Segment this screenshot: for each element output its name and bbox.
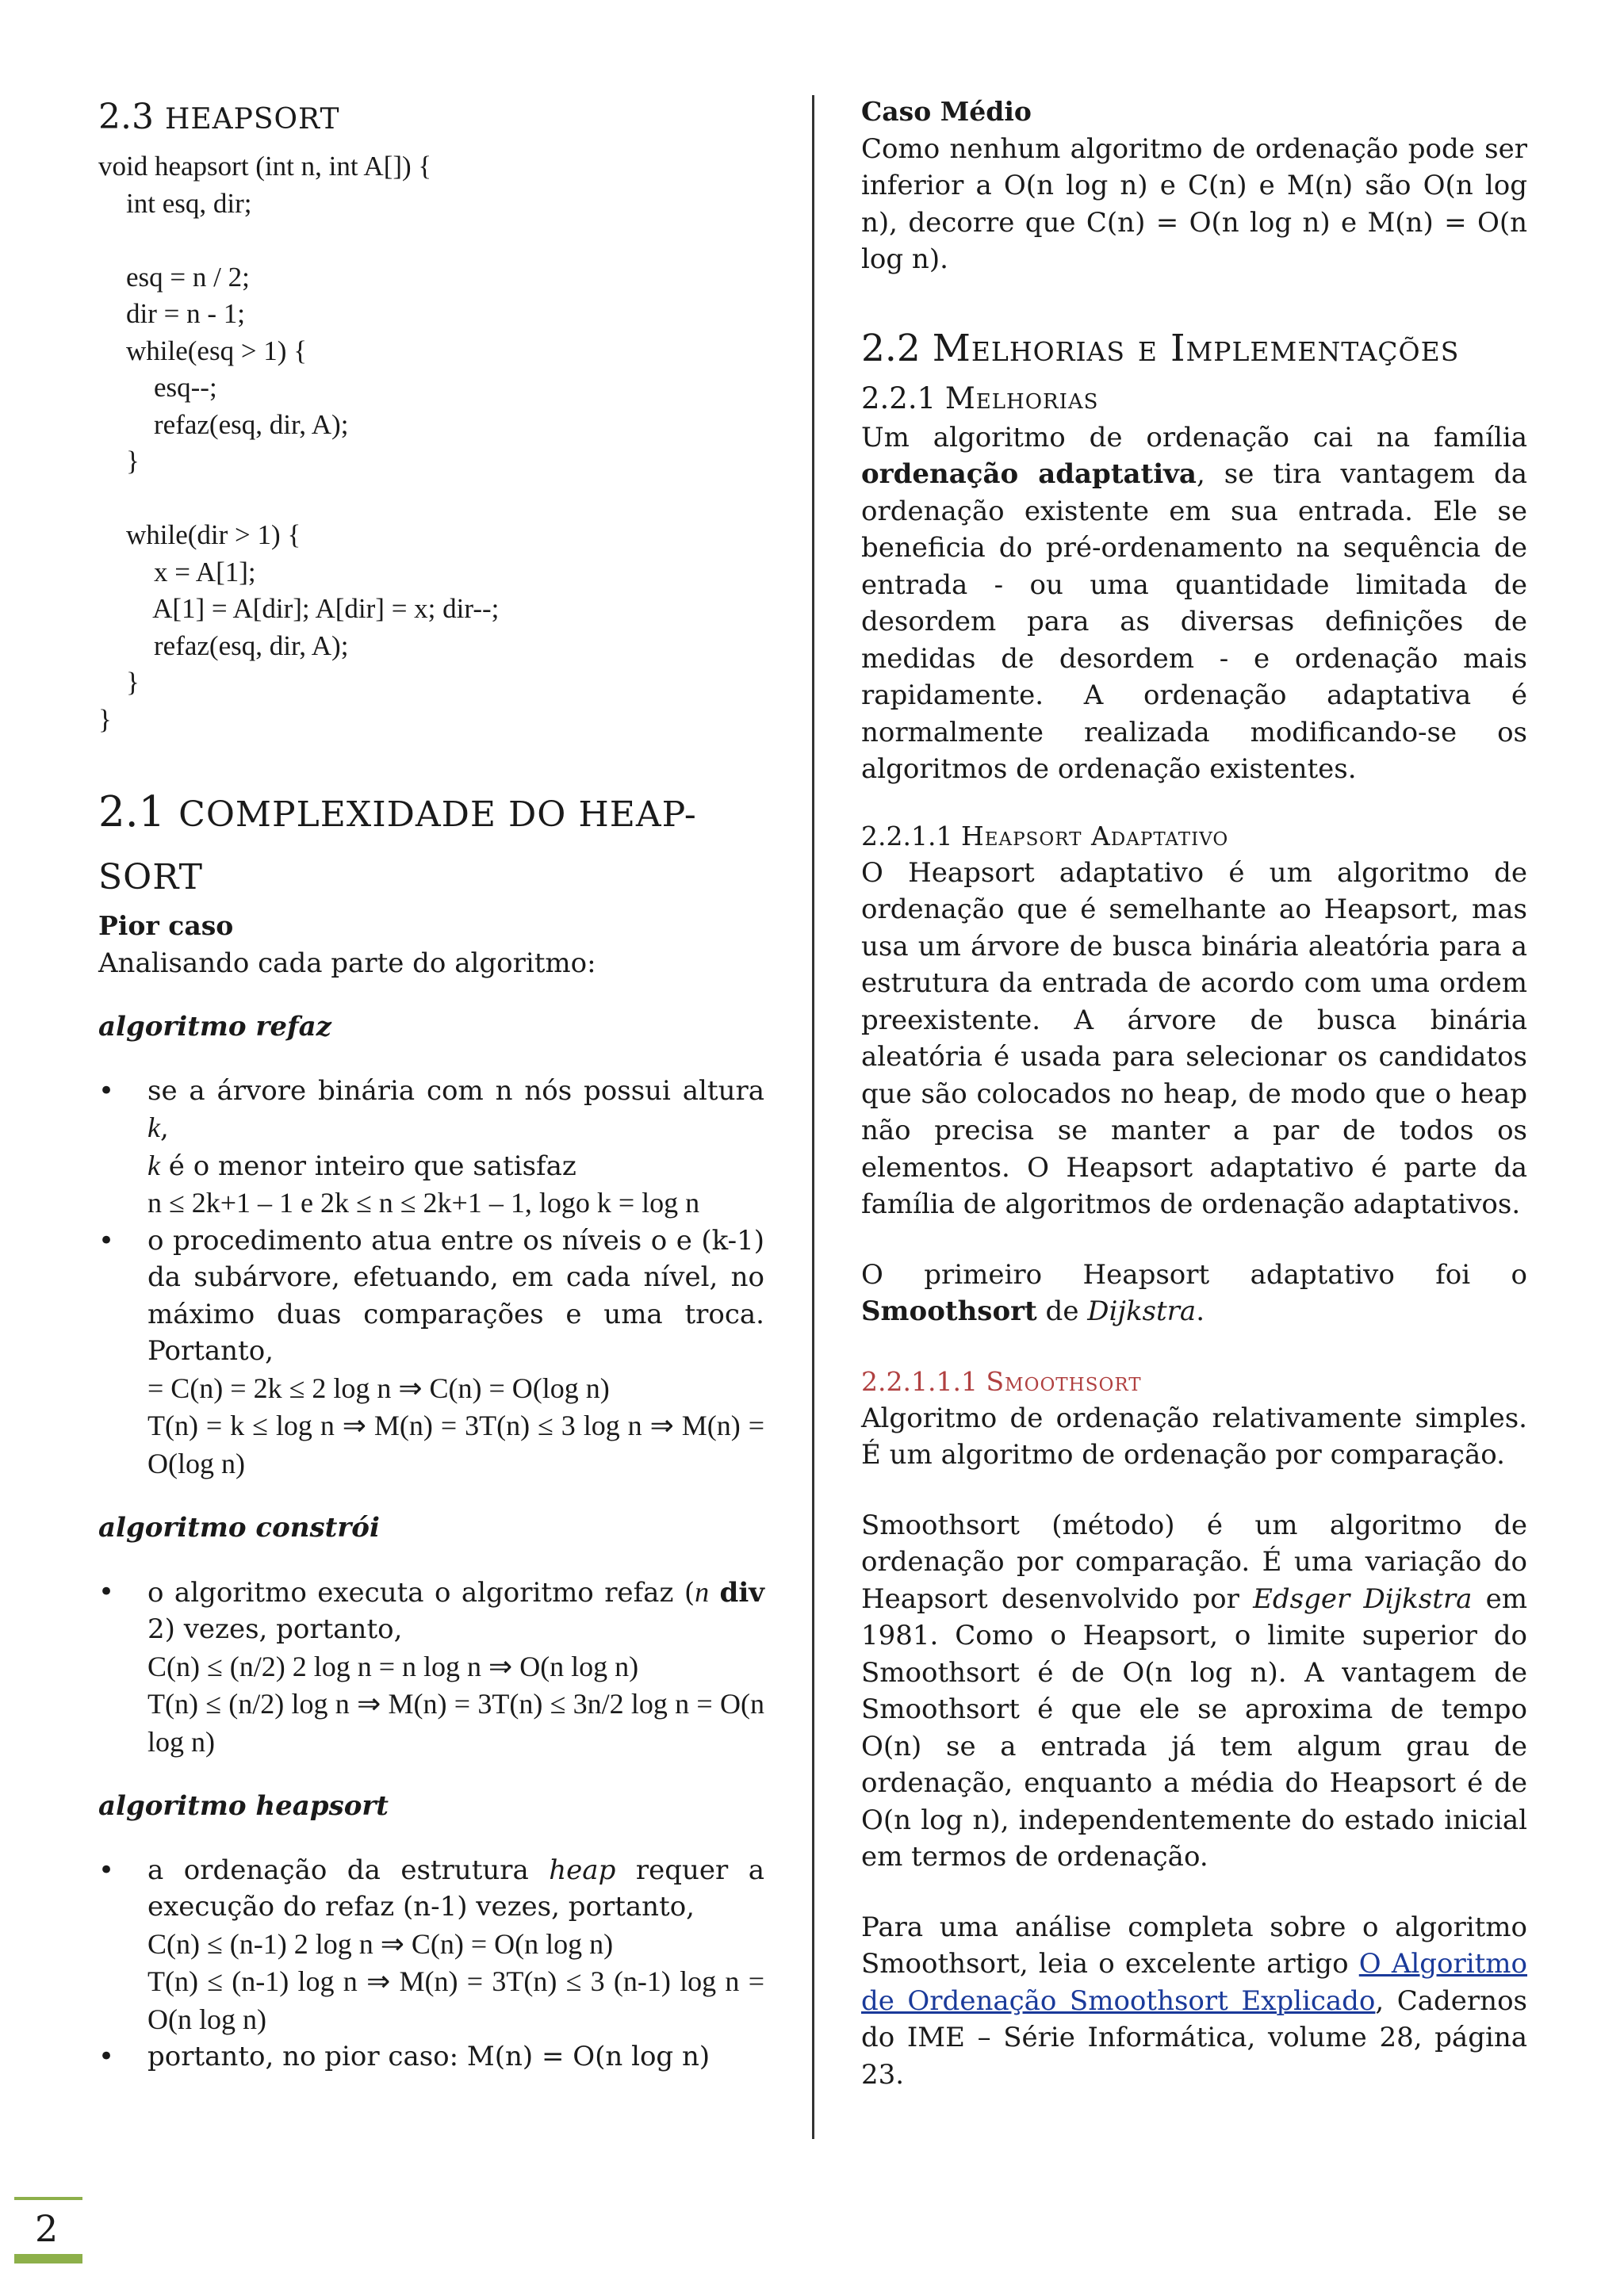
first-adaptive-text: O primeiro Heapsort adaptativo foi o Smoothsort de Dijkstra. xyxy=(861,1258,1527,1327)
code-line: } xyxy=(98,667,140,698)
smoothsort-paragraph-2: Smoothsort (método) é um algoritmo de ordenação por comparação. É uma variação do Heapsort desenvolvido por Edsger Dijkstra em 1981. Como o Heapsort, o limite superior do Smoothsort é de O(n log n). A vantagem de Smoothsort é que ele se aproxima de tempo O(n) se a entrada já tem algum grau de ordenação, enquanto a média do Heapsort é de O(n log n), independentemente do estado inicial em termos de ordenação. xyxy=(861,1509,1527,1873)
heapsort-list xyxy=(98,1852,764,2076)
code-line: A[1] = A[dir]; A[dir] = x; dir--; xyxy=(98,593,500,624)
code-line: refaz(esq, dir, A); xyxy=(98,408,349,440)
code-line: refaz(esq, dir, A); xyxy=(98,629,349,661)
page-number-bar-top xyxy=(14,2197,82,2200)
code-line: while(dir > 1) { xyxy=(98,519,301,550)
list-item: • a ordenação da estrutura heap requer a execução do refaz (n-1) vezes, portanto, C(n) ≤ (n-1) 2 log n ⇒ C(n) = O(n log n) T(n) ≤ (n-1) log n ⇒ M(n) = 3T(n) ≤ 3 (n-1) log n = O(n log n) xyxy=(98,1854,764,2035)
average-case-text: Como nenhum algoritmo de ordenação pode ser inferior a O(n log n) e C(n) e M(n) são O(n log n), decorre que C(n) = O(n log n) e M(n) = O(n log n). xyxy=(861,132,1527,275)
code-line: x = A[1]; xyxy=(98,556,256,587)
section-heading-heapsort: 2.3 HEAPSORT xyxy=(98,97,340,137)
improvements-text: Um algoritmo de ordenação cai na família ordenação adaptativa, se tira vantagem da ordenação existente em sua entrada. Ele se beneficia do pré-ordenamento na sequência de entrada - ou uma quantidade limitada de desordem para as diversas definições de medidas de desordem - e ordenação mais rapidamente. A ordenação adaptativa é normalmente realizada modificando-se os algoritmos de ordenação existentes. xyxy=(861,421,1527,785)
code-line: } xyxy=(98,446,140,476)
average-case-label: Caso Médio xyxy=(861,96,1032,127)
code-line: } xyxy=(98,703,112,735)
left-column xyxy=(98,94,764,2076)
code-block xyxy=(98,148,764,738)
code-line: dir = n - 1; xyxy=(98,298,245,329)
adaptive-text: O Heapsort adaptativo é um algoritmo de ordenação que é semelhante ao Heapsort, mas usa um árvore de busca binária aleatória para a estrutura da entrada de acordo com uma ordem preexistente. A árvore de busca binária aleatória é usada para selecionar os candidatos que são colocados no heap, de modo que o heap não precisa se manter a par de todos os elementos. O Heapsort adaptativo é parte da família de algoritmos de ordenação adaptativos. xyxy=(861,856,1527,1220)
constroi-title: algoritmo constrói xyxy=(98,1512,380,1544)
worst-case-label: Pior caso xyxy=(98,910,234,941)
page-number-bar-bottom xyxy=(14,2254,82,2263)
subsection-heading-improvements: 2.2.1 Melhorias xyxy=(861,381,1099,415)
code-line: esq--; xyxy=(98,372,217,403)
smoothsort-paragraph-1: Algoritmo de ordenação relativamente simples. É um algoritmo de ordenação por comparação. xyxy=(861,1402,1527,1471)
code-line: esq = n / 2; xyxy=(98,261,250,293)
code-line: int esq, dir; xyxy=(98,187,252,219)
list-item: • portanto, no pior caso: M(n) = O(n log n) xyxy=(98,2041,710,2072)
right-column xyxy=(861,94,1527,2093)
code-line: void heapsort (int n, int A[]) { xyxy=(98,151,432,182)
constroi-list xyxy=(98,1574,764,1762)
refaz-title: algoritmo refaz xyxy=(98,1011,331,1043)
list-item: • o procedimento atua entre os níveis o e (k-1) da subárvore, efetuando, em cada nível, no máximo duas comparações e uma troca. Portanto, = C(n) = 2k ≤ 2 log n ⇒ C(n) = O(log n) T(n) = k ≤ log n ⇒ M(n) = 3T(n) ≤ 3 log n ⇒ M(n) = O(log n) xyxy=(98,1224,764,1479)
code-line: while(esq > 1) { xyxy=(98,335,308,366)
page-number: 2 xyxy=(35,2207,59,2250)
refaz-list xyxy=(98,1073,764,1483)
smoothsort-paragraph-3: Para uma análise completa sobre o algoritmo Smoothsort, leia o excelente artigo O Algoritmo de Ordenação Smoothsort Explicado, Cadernos do IME – Série Informática, volume 28, página 23. xyxy=(861,1911,1527,2091)
subsection-heading-adaptive: 2.2.1.1 Heapsort Adaptativo xyxy=(861,820,1229,851)
code-line xyxy=(98,222,764,259)
heapsort-title: algoritmo heapsort xyxy=(98,1790,389,1822)
list-item: • o algoritmo executa o algoritmo refaz (n div 2) vezes, portanto, C(n) ≤ (n/2) 2 log n = n log n ⇒ O(n log n) T(n) ≤ (n/2) log n ⇒ M(n) = 3T(n) ≤ 3n/2 log n = O(n log n) xyxy=(98,1575,764,1758)
list-item: • se a árvore binária com n nós possui altura k, k é o menor inteiro que satisfaz n ≤ 2k+1 – 1 e 2k ≤ n ≤ 2k+1 – 1, logo k = log n xyxy=(98,1074,764,1219)
column-divider xyxy=(812,95,814,2139)
section-heading-complexity: 2.1 COMPLEXIDADE DO HEAP- SORT xyxy=(98,788,697,897)
code-line xyxy=(98,480,764,518)
worst-case-intro: Analisando cada parte do algoritmo: xyxy=(98,947,596,979)
subsection-heading-smoothsort: 2.2.1.1.1 Smoothsort xyxy=(861,1365,1142,1397)
smoothsort-article-link[interactable]: O Algoritmo de Ordenação Smoothsort Explicado xyxy=(861,1948,1527,2017)
section-heading-improvements: 2.2 Melhorias e Implementações xyxy=(861,326,1460,370)
